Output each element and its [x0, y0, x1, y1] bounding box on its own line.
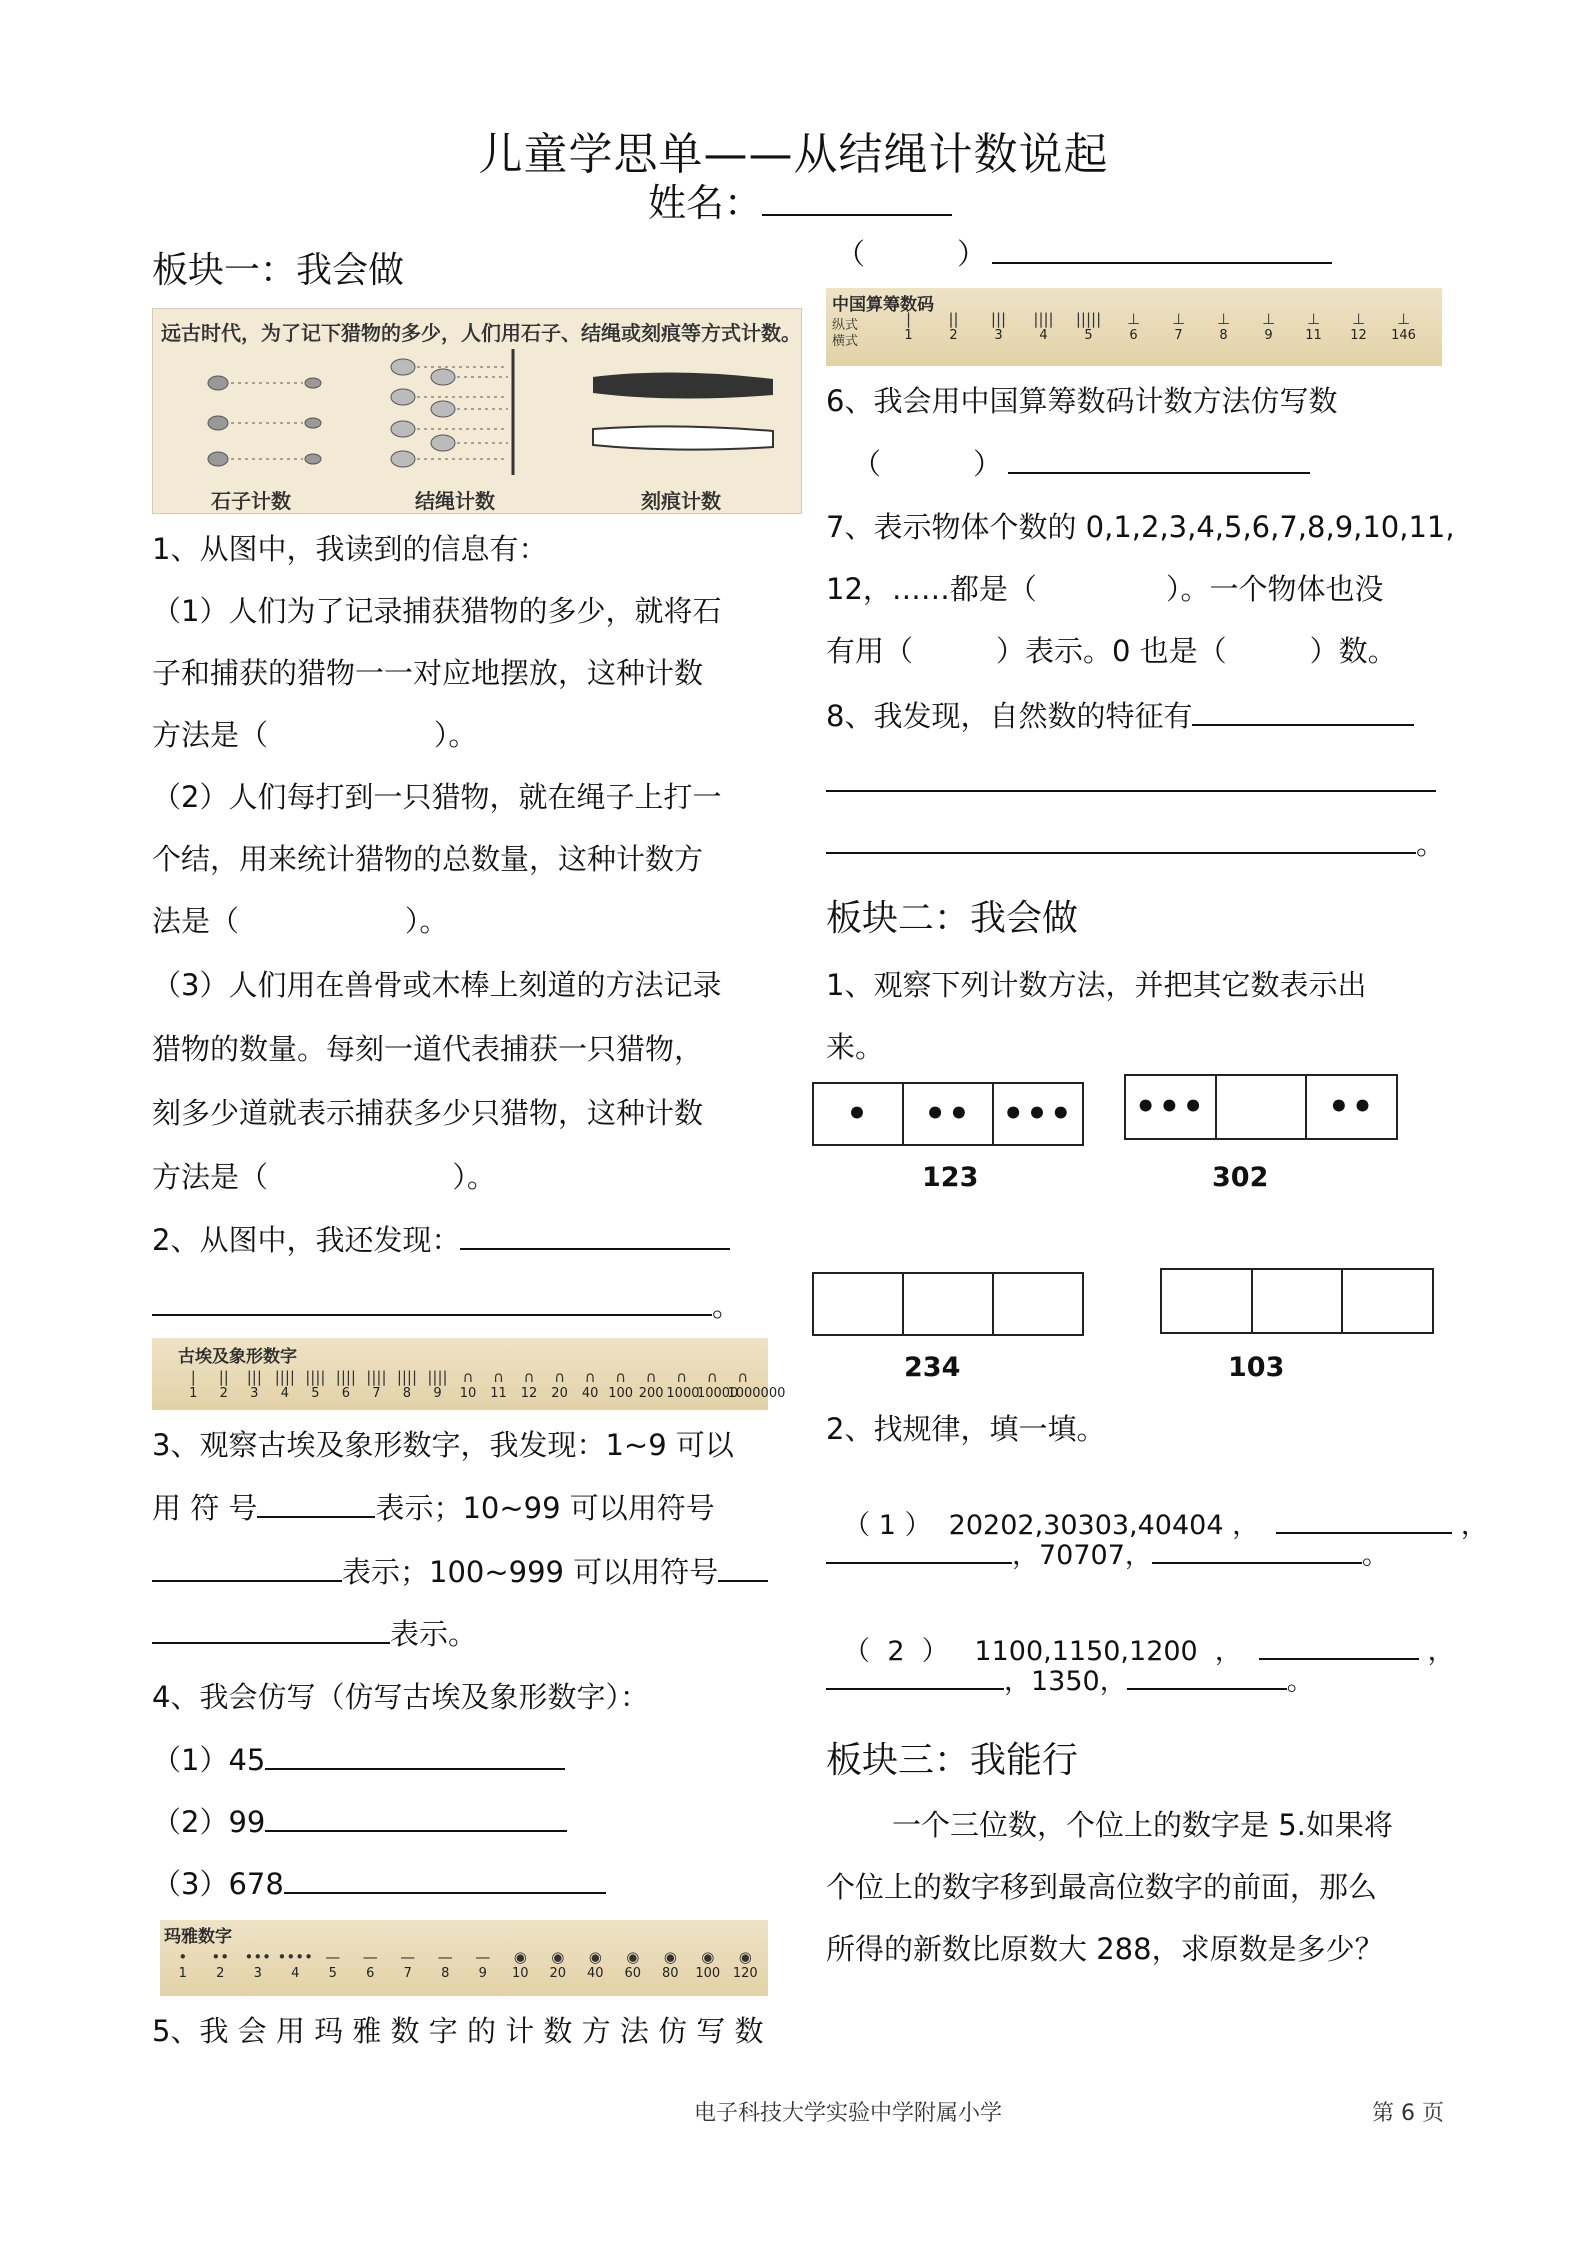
egyptian-numerals-image	[152, 1338, 786, 1410]
label-knot-counting: 结绳计数	[415, 489, 495, 513]
maya-number-label: 6	[366, 1966, 375, 1981]
s2-q1-line1: 1、观察下列计数方法，并把其它数表示出	[826, 968, 1367, 1002]
rod-number-label: 7	[1174, 328, 1183, 343]
maya-number-label: 4	[291, 1966, 300, 1981]
maya-glyph-icon: ◉	[588, 1948, 602, 1966]
maya-numeral-3	[239, 1948, 277, 1981]
rod-glyph-icon: ⊥	[1306, 310, 1321, 328]
maya-number-label: 5	[328, 1966, 337, 1981]
egyptian-number-label: 2	[219, 1386, 228, 1401]
egyptian-numeral-1000	[666, 1368, 700, 1401]
footer-page-number: 第 6 页	[1372, 2101, 1444, 2126]
egyptian-glyph-icon: |||	[246, 1368, 262, 1386]
egyptian-numeral-2	[209, 1368, 240, 1401]
maya-numeral-5	[314, 1948, 352, 1981]
rod-glyph-icon: ⊥	[1171, 310, 1186, 328]
seq1-middle: ，70707，	[1012, 1540, 1152, 1571]
maya-numeral-120	[727, 1948, 765, 1981]
maya-glyph-icon: ◉	[626, 1948, 640, 1966]
egyptian-numeral-20	[544, 1368, 575, 1401]
q1-1-line2: 子和捕获的猎物一一对应地摆放，这种计数	[152, 656, 704, 690]
chinese-numbers-row	[886, 310, 1426, 364]
section-2-heading: 板块二：我会做	[826, 898, 1079, 939]
rod-numeral-146	[1381, 310, 1426, 343]
rod-glyph-icon: ⊥	[1396, 310, 1411, 328]
egyptian-numeral-7	[361, 1368, 392, 1401]
rod-numeral-12	[1336, 310, 1381, 343]
box-cell[interactable]	[1343, 1270, 1432, 1332]
box-cell[interactable]	[814, 1274, 904, 1334]
q3-text-a: 用 符 号	[152, 1491, 258, 1525]
egyptian-number-label: 10	[459, 1386, 477, 1401]
maya-numeral-4	[277, 1948, 315, 1981]
seq2-blank-1[interactable]	[1259, 1632, 1419, 1660]
chinese-rod-numerals-image	[826, 288, 1442, 366]
seq2-middle: ，1350，	[1004, 1666, 1127, 1697]
q2-line2	[152, 1288, 741, 1324]
q6-blank[interactable]	[1008, 446, 1310, 474]
q8-blank-2[interactable]	[826, 790, 1436, 792]
question-6: 6、我会用中国算筹数码计数方法仿写数	[826, 384, 1338, 418]
rod-number-label: 146	[1391, 328, 1416, 343]
q6-answer-line	[852, 446, 1310, 482]
egyptian-numeral-3	[239, 1368, 270, 1401]
q4-blank-2[interactable]	[265, 1804, 567, 1832]
sequence-1-line1	[826, 1474, 1488, 1543]
egyptian-number-label: 40	[581, 1386, 599, 1401]
section-1-heading: 板块一：我会做	[152, 250, 405, 291]
place-value-box-234	[812, 1272, 1084, 1336]
rod-numeral-7	[1156, 310, 1201, 343]
box-cell[interactable]	[994, 1274, 1082, 1334]
rod-numeral-6	[1111, 310, 1156, 343]
egyptian-number-label: 6	[341, 1386, 351, 1401]
question-4: 4、我会仿写（仿写古埃及象形数字）：	[152, 1680, 649, 1714]
egyptian-numeral-6	[331, 1368, 362, 1401]
place-value-box-302	[1124, 1074, 1398, 1140]
q3-text-b: 表示；10~99 可以用符号	[375, 1491, 715, 1525]
egyptian-numeral-9	[422, 1368, 453, 1401]
maya-glyph-icon: ◉	[513, 1948, 527, 1966]
maya-numeral-80	[652, 1948, 690, 1981]
q3-blank-3a[interactable]	[718, 1554, 768, 1582]
q2-blank-2[interactable]	[152, 1288, 712, 1316]
box-cell[interactable]	[1253, 1270, 1344, 1332]
place-value-box-103	[1160, 1268, 1434, 1334]
rod-numeral-1	[886, 310, 931, 343]
q3-line4	[152, 1616, 477, 1652]
rod-number-label: 6	[1129, 328, 1138, 343]
rod-number-label: 11	[1305, 328, 1322, 343]
box-cell: •••	[1002, 1094, 1074, 1134]
maya-number-label: 80	[661, 1966, 679, 1981]
q1-2-line1: （2）人们每打到一只猎物，就在绳子上打一	[152, 780, 722, 814]
seq1-period: 。	[1361, 1540, 1389, 1571]
box-cell[interactable]	[1217, 1076, 1308, 1138]
egyptian-numeral-40	[575, 1368, 606, 1401]
egyptian-number-label: 200	[638, 1386, 664, 1401]
q4-item-2	[152, 1804, 567, 1840]
sequence-1-line2	[826, 1536, 1389, 1572]
counting-illustration	[153, 347, 801, 477]
rod-numeral-3	[976, 310, 1021, 343]
q4-item-2-label: （2）99	[152, 1805, 266, 1839]
rod-glyph-icon: ⊥	[1351, 310, 1366, 328]
maya-number-label: 2	[216, 1966, 225, 1981]
seq1-text: （ 1 ） 20202,30303,40404 ，	[843, 1510, 1260, 1542]
q5-blank[interactable]	[992, 236, 1332, 264]
maya-glyph-icon: ◉	[701, 1948, 715, 1966]
egyptian-number-label: 9	[433, 1386, 442, 1401]
box-cell[interactable]	[1162, 1270, 1253, 1332]
egyptian-number-label: 100	[608, 1386, 634, 1401]
name-label: 姓名：	[648, 181, 763, 225]
q1-3-line2: 猎物的数量。每刻一道代表捕获一只猎物，	[152, 1032, 704, 1066]
egyptian-glyph-icon: ∩	[554, 1368, 566, 1386]
egyptian-number-label: 1000	[666, 1386, 700, 1401]
box-cell: ••	[1327, 1087, 1376, 1127]
rod-number-label: 9	[1264, 328, 1273, 343]
maya-number-label: 40	[586, 1966, 604, 1981]
q3-blank-3b[interactable]	[152, 1616, 390, 1644]
label-notch-counting: 刻痕计数	[641, 489, 721, 513]
s3-line3: 所得的新数比原数大 288，求原数是多少？	[826, 1932, 1384, 1966]
egyptian-numeral-200	[636, 1368, 667, 1401]
maya-glyph-icon: ◉	[738, 1948, 752, 1966]
maya-numeral-8	[427, 1948, 465, 1981]
egyptian-numeral-10	[453, 1368, 484, 1401]
seq2-blank-2[interactable]	[826, 1662, 1004, 1690]
egyptian-glyph-icon: ∩	[523, 1368, 535, 1386]
rod-numeral-5	[1066, 310, 1111, 343]
question-5: 5、我 会 用 玛 雅 数 字 的 计 数 方 法 仿 写 数	[152, 2014, 764, 2048]
maya-numeral-6	[352, 1948, 390, 1981]
maya-glyph-icon: ••••	[277, 1948, 313, 1966]
egyptian-numeral-1	[178, 1368, 209, 1401]
q5-paren[interactable]: （ ）	[836, 237, 987, 271]
q1-3-line3: 刻多少道就表示捕获多少只猎物，这种计数	[152, 1096, 704, 1130]
rod-numeral-4	[1021, 310, 1066, 343]
q1-3-line1: （3）人们用在兽骨或木棒上刻道的方法记录	[152, 968, 722, 1002]
box-label-123: 123	[922, 1162, 979, 1193]
counting-methods-image	[152, 308, 802, 514]
maya-numeral-100	[689, 1948, 727, 1981]
q3-blank-2[interactable]	[152, 1554, 342, 1582]
rod-glyph-icon: |	[905, 310, 912, 328]
maya-numeral-7	[389, 1948, 427, 1981]
egyptian-glyph-icon: ||||	[335, 1368, 356, 1386]
seq2-text: （ 2 ） 1100,1150,1200 ，	[843, 1636, 1242, 1668]
s2-question-2: 2、找规律，填一填。	[826, 1412, 1106, 1446]
egyptian-numeral-100	[605, 1368, 636, 1401]
maya-numeral-40	[577, 1948, 615, 1981]
egyptian-glyph-icon: ||||	[366, 1368, 387, 1386]
seq2-period: 。	[1286, 1666, 1314, 1697]
question-2	[152, 1222, 730, 1258]
maya-number-label: 3	[253, 1966, 262, 1981]
name-blank[interactable]	[762, 180, 952, 216]
box-label-234: 234	[904, 1352, 961, 1383]
section-3-heading: 板块三：我能行	[826, 1740, 1079, 1781]
q3-line2	[152, 1490, 715, 1526]
maya-number-label: 8	[441, 1966, 450, 1981]
egyptian-number-label: 7	[372, 1386, 381, 1401]
q8-blank-3[interactable]	[826, 826, 1416, 854]
maya-glyph-icon: —	[475, 1948, 491, 1966]
box-cell: •	[814, 1084, 904, 1144]
rod-horizontal-label: 横式	[832, 334, 859, 349]
q3-line3	[152, 1554, 768, 1590]
s3-line2: 个位上的数字移到最高位数字的前面，那么	[826, 1870, 1378, 1904]
rod-numeral-2	[931, 310, 976, 343]
box-cell: •••	[1126, 1076, 1217, 1138]
egyptian-glyph-icon: ||||	[274, 1368, 295, 1386]
q4-item-3	[152, 1866, 606, 1902]
egyptian-glyph-icon: ∩	[493, 1368, 504, 1386]
maya-numeral-2	[202, 1948, 240, 1981]
place-value-box-123	[812, 1082, 1084, 1146]
q4-blank-1[interactable]	[265, 1742, 565, 1770]
sequence-2-line1	[826, 1600, 1455, 1669]
egyptian-number-label: 5	[311, 1386, 320, 1401]
question-1: 1、从图中，我读到的信息有：	[152, 532, 548, 566]
rod-number-label: 2	[949, 328, 958, 343]
q4-blank-3[interactable]	[284, 1866, 606, 1894]
egyptian-glyph-icon: ∩	[645, 1368, 657, 1386]
maya-numbers-row	[164, 1948, 764, 1994]
box-label-103: 103	[1228, 1352, 1285, 1383]
q4-item-1-label: （1）45	[152, 1743, 266, 1777]
seq2-blank-3[interactable]	[1127, 1662, 1287, 1690]
maya-glyph-icon: ◉	[663, 1948, 677, 1966]
egyptian-glyph-icon: ∩	[615, 1368, 627, 1386]
s3-line1: 一个三位数，个位上的数字是 5.如果将	[892, 1808, 1393, 1842]
rod-glyph-icon: ||	[948, 310, 959, 328]
rod-numeral-8	[1201, 310, 1246, 343]
maya-label: 玛雅数字	[164, 1927, 232, 1947]
maya-glyph-icon: •	[178, 1948, 188, 1966]
q7-line3: 有用（ ）表示。0 也是（ ）数。	[826, 634, 1397, 668]
box-cell[interactable]	[904, 1274, 994, 1334]
s2-q1-line2: 来。	[826, 1030, 885, 1064]
seq2-comma: ，	[1427, 1636, 1455, 1668]
rod-vertical-label: 纵式	[832, 318, 859, 333]
rod-glyph-icon: |||	[990, 310, 1007, 328]
q2-blank-1[interactable]	[460, 1222, 730, 1250]
egyptian-numeral-12	[514, 1368, 545, 1401]
egyptian-glyph-icon: ||	[218, 1368, 229, 1386]
rod-number-label: 8	[1219, 328, 1228, 343]
egyptian-number-label: 4	[280, 1386, 289, 1401]
maya-numeral-20	[539, 1948, 577, 1981]
maya-glyph-icon: —	[362, 1948, 378, 1966]
question-8	[826, 698, 1414, 734]
q8-text: 8、我发现，自然数的特征有	[826, 699, 1193, 733]
maya-glyph-icon: —	[400, 1948, 416, 1966]
egyptian-number-label: 1000000	[727, 1386, 786, 1401]
egyptian-numeral-11	[483, 1368, 514, 1401]
egyptian-numeral-10000	[696, 1368, 739, 1401]
sequence-2-line2	[826, 1662, 1314, 1698]
q2-period: 。	[712, 1289, 742, 1323]
q8-line3	[826, 826, 1445, 862]
rod-number-label: 1	[904, 328, 913, 343]
maya-numeral-10	[502, 1948, 540, 1981]
egyptian-label: 古埃及象形数字	[178, 1347, 297, 1367]
q8-period: 。	[1416, 827, 1446, 861]
egyptian-numbers-row	[178, 1368, 786, 1408]
q7-line1: 7、表示物体个数的 0,1,2,3,4,5,6,7,8,9,10,11,	[826, 510, 1455, 544]
maya-numeral-1	[164, 1948, 202, 1981]
q3-text-d: 表示。	[390, 1617, 478, 1651]
egyptian-glyph-icon: ||||	[427, 1368, 448, 1386]
seq1-comma: ，	[1460, 1510, 1488, 1542]
q4-item-3-label: （3）678	[152, 1867, 284, 1901]
maya-number-label: 100	[695, 1966, 721, 1981]
egyptian-glyph-icon: ∩	[676, 1368, 688, 1386]
q4-item-1	[152, 1742, 565, 1778]
egyptian-numeral-8	[392, 1368, 423, 1401]
q7-line2: 12，……都是（ ）。一个物体也没	[826, 572, 1384, 606]
maya-numeral-60	[614, 1948, 652, 1981]
maya-glyph-icon: —	[437, 1948, 453, 1966]
egyptian-glyph-icon: ||||	[396, 1368, 418, 1386]
label-stone-counting: 石子计数	[211, 489, 291, 513]
egyptian-number-label: 12	[520, 1386, 538, 1401]
egyptian-number-label: 10000	[696, 1386, 739, 1401]
rod-glyph-icon: |||||	[1075, 310, 1102, 328]
egyptian-number-label: 11	[490, 1386, 507, 1401]
egyptian-glyph-icon: ||||	[305, 1368, 326, 1386]
rod-glyph-icon: ⊥	[1216, 310, 1231, 328]
image-caption: 远古时代，为了记下猎物的多少，人们用石子、结绳或刻痕等方式计数。	[161, 321, 801, 345]
rod-glyph-icon: ⊥	[1261, 310, 1276, 328]
maya-number-label: 60	[624, 1966, 642, 1981]
q1-2-line2: 个结，用来统计猎物的总数量，这种计数方	[152, 842, 704, 876]
rod-number-label: 4	[1039, 328, 1048, 343]
maya-glyph-icon: ◉	[551, 1948, 565, 1966]
q3-blank-1[interactable]	[257, 1490, 375, 1518]
q2-text: 2、从图中，我还发现：	[152, 1223, 461, 1257]
seq1-blank-1[interactable]	[1276, 1506, 1452, 1534]
egyptian-number-label: 20	[551, 1386, 568, 1401]
q3-text-c: 表示；100~999 可以用符号	[342, 1555, 719, 1589]
box-label-302: 302	[1212, 1162, 1269, 1193]
q8-blank-1[interactable]	[1192, 698, 1414, 726]
q1-1-line1: （1）人们为了记录捕获猎物的多少，就将石	[152, 594, 722, 628]
egyptian-glyph-icon: ∩	[737, 1368, 749, 1386]
q3-line1: 3、观察古埃及象形数字，我发现：1~9 可以	[152, 1428, 734, 1462]
q5-answer-line	[836, 236, 1332, 272]
footer-school: 电子科技大学实验中学附属小学	[694, 2101, 1003, 2126]
egyptian-glyph-icon: ∩	[584, 1368, 596, 1386]
seq1-blank-3[interactable]	[1152, 1536, 1362, 1564]
q1-3-line4: 方法是（ ）。	[152, 1160, 496, 1194]
name-field	[648, 172, 952, 227]
egyptian-glyph-icon: |	[190, 1368, 196, 1386]
q6-paren[interactable]: （ ）	[852, 447, 1003, 481]
egyptian-number-label: 8	[402, 1386, 412, 1401]
maya-numerals-image	[160, 1920, 768, 1996]
rod-numeral-11	[1291, 310, 1336, 343]
maya-glyph-icon: •••	[244, 1948, 272, 1966]
page-title: 儿童学思单——从结绳计数说起	[478, 129, 1109, 180]
egyptian-numeral-5	[300, 1368, 331, 1401]
seq1-blank-2[interactable]	[826, 1536, 1012, 1564]
q1-2-line3: 法是（ ）。	[152, 904, 449, 938]
rod-glyph-icon: ||||	[1033, 310, 1054, 328]
maya-number-label: 1	[178, 1966, 187, 1981]
maya-number-label: 20	[549, 1966, 567, 1981]
egyptian-numeral-1000000	[727, 1368, 786, 1401]
q1-1-line3: 方法是（ ）。	[152, 718, 478, 752]
egyptian-numeral-4	[270, 1368, 301, 1401]
maya-number-label: 9	[478, 1966, 487, 1981]
egyptian-number-label: 1	[189, 1386, 198, 1401]
rod-glyph-icon: ⊥	[1126, 310, 1141, 328]
rod-number-label: 12	[1350, 328, 1367, 343]
maya-numeral-9	[464, 1948, 502, 1981]
maya-number-label: 10	[511, 1966, 529, 1981]
egyptian-number-label: 3	[250, 1386, 259, 1401]
egyptian-glyph-icon: ∩	[706, 1368, 718, 1386]
egyptian-glyph-icon: ∩	[462, 1368, 474, 1386]
box-cell: ••	[904, 1084, 994, 1144]
maya-number-label: 120	[732, 1966, 758, 1981]
rod-number-label: 3	[994, 328, 1003, 343]
maya-glyph-icon: —	[325, 1948, 341, 1966]
chinese-label: 中国算筹数码	[832, 295, 934, 315]
rod-numeral-9	[1246, 310, 1291, 343]
rod-number-label: 5	[1084, 328, 1093, 343]
maya-number-label: 7	[403, 1966, 412, 1981]
maya-glyph-icon: ••	[211, 1948, 230, 1966]
